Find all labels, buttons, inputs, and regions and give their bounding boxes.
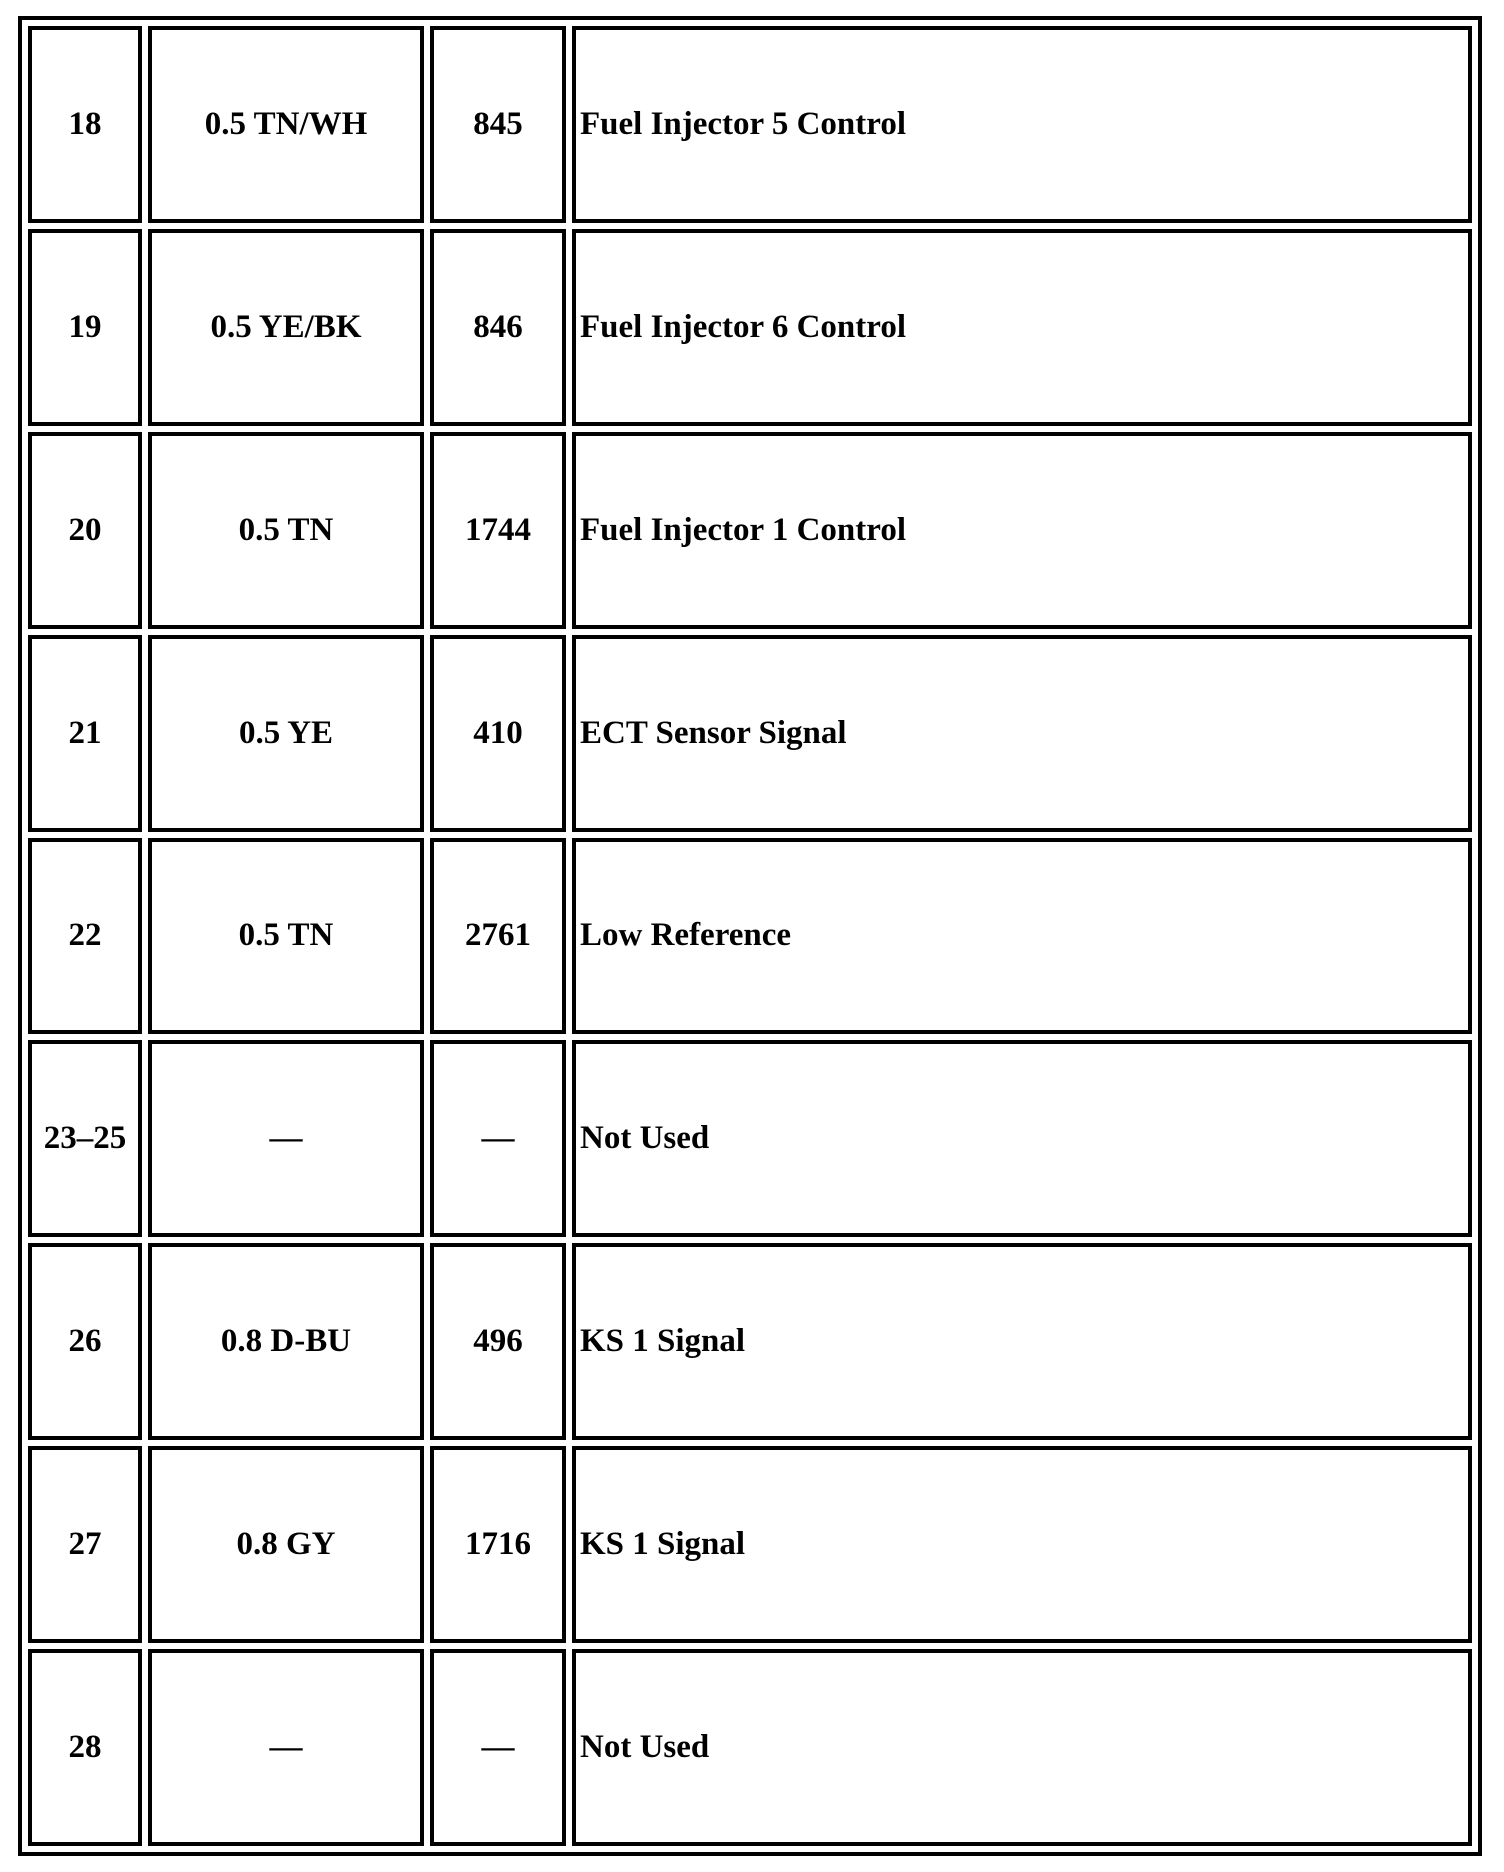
pin-cell: 23–25 (28, 1040, 142, 1237)
pin-cell: 18 (28, 26, 142, 223)
circuit-cell: — (430, 1040, 566, 1237)
function-cell: Low Reference (572, 838, 1472, 1035)
function-cell: KS 1 Signal (572, 1446, 1472, 1643)
pin-cell: 26 (28, 1243, 142, 1440)
pin-cell: 27 (28, 1446, 142, 1643)
wire-cell: 0.5 TN (148, 432, 424, 629)
function-cell: Fuel Injector 5 Control (572, 26, 1472, 223)
pin-cell: 21 (28, 635, 142, 832)
pin-cell: 28 (28, 1649, 142, 1846)
function-cell: ECT Sensor Signal (572, 635, 1472, 832)
table-row (28, 1243, 1472, 1440)
table-row (28, 1040, 1472, 1237)
function-cell: KS 1 Signal (572, 1243, 1472, 1440)
circuit-cell: — (430, 1649, 566, 1846)
pin-cell: 20 (28, 432, 142, 629)
table-row (28, 838, 1472, 1035)
wire-cell: 0.8 D-BU (148, 1243, 424, 1440)
table-row (28, 26, 1472, 223)
circuit-cell: 496 (430, 1243, 566, 1440)
function-cell: Fuel Injector 6 Control (572, 229, 1472, 426)
function-cell: Not Used (572, 1040, 1472, 1237)
pin-cell: 19 (28, 229, 142, 426)
wire-cell: 0.5 YE/BK (148, 229, 424, 426)
table-row (28, 1446, 1472, 1643)
connector-pinout-table (22, 20, 1478, 1852)
wire-cell: 0.5 TN/WH (148, 26, 424, 223)
table-row (28, 635, 1472, 832)
circuit-cell: 846 (430, 229, 566, 426)
table-row (28, 432, 1472, 629)
function-cell: Not Used (572, 1649, 1472, 1846)
circuit-cell: 2761 (430, 838, 566, 1035)
pin-cell: 22 (28, 838, 142, 1035)
wire-cell: 0.5 TN (148, 838, 424, 1035)
circuit-cell: 1744 (430, 432, 566, 629)
circuit-cell: 845 (430, 26, 566, 223)
circuit-cell: 410 (430, 635, 566, 832)
wire-cell: — (148, 1649, 424, 1846)
table-row (28, 1649, 1472, 1846)
connector-pinout-table-frame (18, 16, 1482, 1856)
table-row (28, 229, 1472, 426)
wire-cell: — (148, 1040, 424, 1237)
circuit-cell: 1716 (430, 1446, 566, 1643)
function-cell: Fuel Injector 1 Control (572, 432, 1472, 629)
wire-cell: 0.5 YE (148, 635, 424, 832)
wire-cell: 0.8 GY (148, 1446, 424, 1643)
